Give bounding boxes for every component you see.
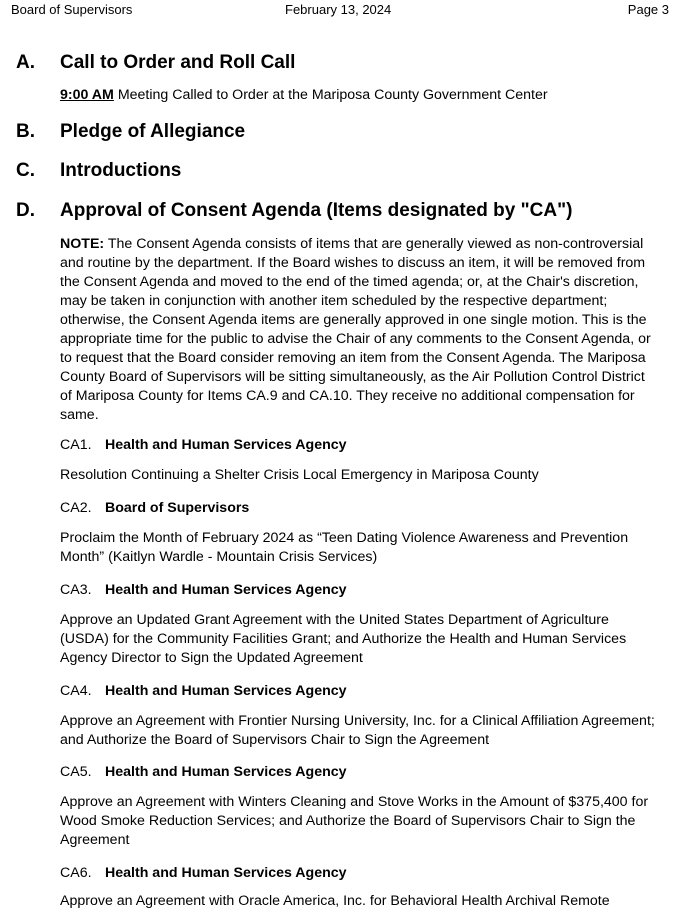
section-title: Pledge of Allegiance [60, 121, 246, 142]
ca-item-number: CA6. [60, 865, 92, 881]
section-title: Approval of Consent Agenda (Items designated by "CA") [60, 200, 573, 221]
ca-item-department: Health and Human Services Agency [105, 437, 347, 453]
header-board-name: Board of Supervisors [11, 2, 133, 17]
note-label: NOTE: [60, 236, 105, 252]
meeting-time: 9:00 AM [60, 87, 114, 103]
header-page-number: Page 3 [627, 2, 669, 17]
call-to-order-line [60, 86, 660, 105]
ca-item-heading [60, 436, 347, 455]
section-letter: A. [16, 52, 35, 73]
note-text: The Consent Agenda consists of items that are generally viewed as non-controversial and routine by the department. If the Board wishes to discuss an item, it will be removed from the Consent Agenda and moved to the end of the timed agenda; or, at the Chair's discretion, may be taken in conjunction with another item scheduled by the respective department; otherwise, the Consent Agenda items are generally approved in one single motion. This is the appropriate time for the public to advise the Chair of any comments to the Consent Agenda, or to request that the Board consider removing an item from the Consent Agenda. The Mariposa County Board of Supervisors will be sitting simultaneously, as the Air Pollution Control District of Mariposa County for Items CA.9 and CA.10. They receive no additional compensation for same. [60, 236, 651, 423]
ca-item-department: Board of Supervisors [105, 500, 250, 516]
ca-item-heading [60, 682, 347, 701]
ca-item-heading [60, 763, 347, 782]
ca-item-heading [60, 499, 249, 518]
page-header [11, 2, 669, 20]
ca-item-description: Proclaim the Month of February 2024 as “Teen Dating Violence Awareness and Prevention Month” (Kaitlyn Wardle - Mountain Crisis Services) [60, 530, 629, 565]
ca-item-number: CA4. [60, 683, 92, 699]
ca-item-heading [60, 864, 347, 883]
ca-item-number: CA3. [60, 582, 92, 598]
section-title: Call to Order and Roll Call [60, 52, 296, 73]
ca-item-description: Approve an Agreement with Oracle America, Inc. for Behavioral Health Archival Remote [60, 893, 610, 909]
call-to-order-text: Meeting Called to Order at the Mariposa County Government Center [113, 87, 548, 103]
section-letter: D. [16, 200, 35, 221]
consent-agenda-note [60, 235, 660, 425]
ca-item-description: Approve an Updated Grant Agreement with the United States Department of Agriculture (USDA) for the Community Facilities Grant; and Authorize the Health and Human Services Agency Director to Sign the Updated Agreement [60, 612, 627, 666]
ca-item-department: Health and Human Services Agency [105, 683, 347, 699]
section-letter: C. [16, 160, 35, 181]
ca-item-heading [60, 581, 347, 600]
ca-item-description: Approve an Agreement with Winters Cleaning and Stove Works in the Amount of $375,400 for Wood Smoke Reduction Services; and Authorize the Board of Supervisors Chair to Sign the Agreement [60, 794, 649, 848]
ca-item-department: Health and Human Services Agency [105, 865, 347, 881]
section-title: Introductions [60, 160, 182, 181]
ca-item-description: Approve an Agreement with Frontier Nursing University, Inc. for a Clinical Affiliation Agreement; and Authorize the Board of Supervisors Chair to Sign the Agreement [60, 713, 655, 748]
ca-item-description: Resolution Continuing a Shelter Crisis Local Emergency in Mariposa County [60, 467, 539, 483]
section-letter: B. [16, 121, 35, 142]
ca-item-number: CA2. [60, 500, 92, 516]
ca-item-department: Health and Human Services Agency [105, 764, 347, 780]
header-date: February 13, 2024 [285, 2, 392, 17]
ca-item-number: CA5. [60, 764, 92, 780]
ca-item-department: Health and Human Services Agency [105, 582, 347, 598]
ca-item-number: CA1. [60, 437, 92, 453]
